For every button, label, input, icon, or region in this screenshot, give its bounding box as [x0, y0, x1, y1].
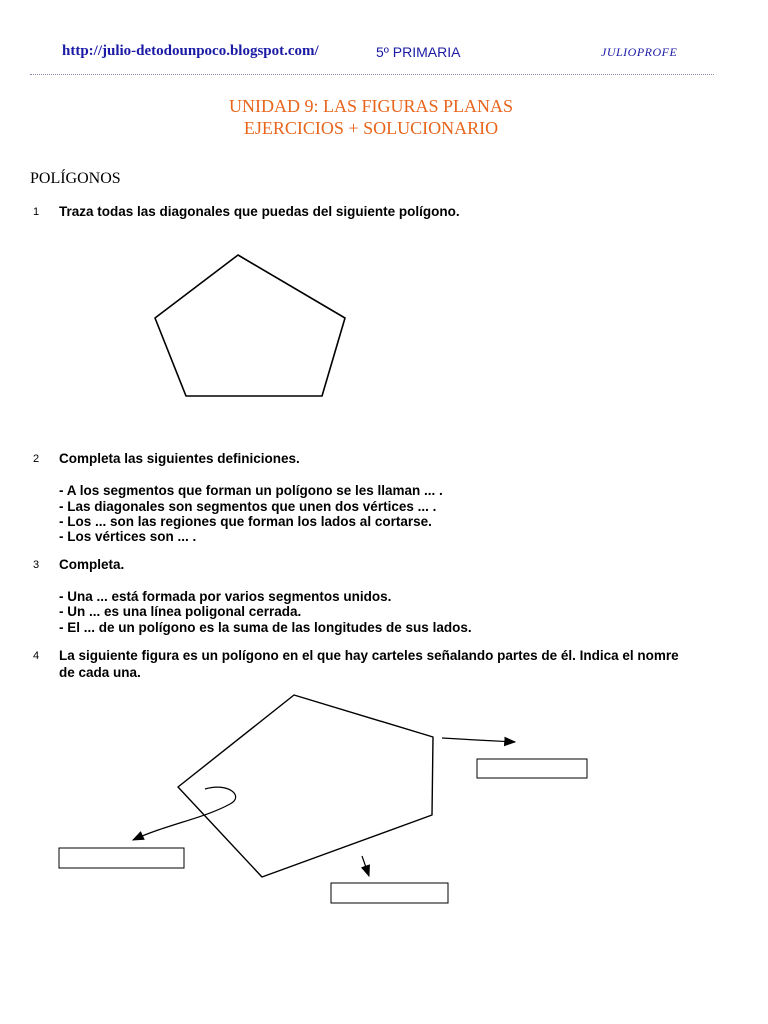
pentagon-figure: [155, 255, 345, 396]
header-url[interactable]: http://julio-detodounpoco.blogspot.com/: [62, 43, 319, 59]
arrow-bottom: [362, 856, 369, 876]
header-author: JULIOPROFE: [601, 45, 678, 59]
exercise-3-line-2: - Un ... es una línea poligonal cerrada.: [59, 604, 302, 619]
exercise-2-line-4: - Los vértices son ... .: [59, 529, 197, 544]
exercise-3-number: 3: [33, 559, 40, 571]
answer-box-left[interactable]: [59, 848, 184, 868]
exercise-1-prompt: Traza todas las diagonales que puedas del siguiente polígono.: [59, 204, 460, 219]
section-heading: POLÍGONOS: [30, 170, 121, 187]
exercise-2-line-3: - Los ... son las regiones que forman los lados al cortarse.: [59, 514, 432, 529]
exercise-2-number: 2: [33, 453, 40, 465]
answer-box-bottom[interactable]: [331, 883, 448, 903]
exercise-4-prompt-line2: de cada una.: [59, 665, 141, 680]
exercise-3-line-3: - El ... de un polígono es la suma de las longitudes de sus lados.: [59, 620, 472, 635]
exercise-1-number: 1: [33, 206, 40, 218]
exercise-4-number: 4: [33, 650, 40, 662]
page-title-line2: EJERCICIOS + SOLUCIONARIO: [243, 118, 499, 138]
header-grade: 5º PRIMARIA: [376, 44, 461, 60]
page-title-line1: UNIDAD 9: LAS FIGURAS PLANAS: [228, 96, 514, 116]
exercise-2-line-1: - A los segmentos que forman un polígono se les llaman ... .: [59, 483, 443, 498]
exercise-4-prompt-line1: La siguiente figura es un polígono en el que hay carteles señalando partes de él. Indica el nomre: [59, 648, 679, 663]
exercise-3-line-1: - Una ... está formada por varios segmentos unidos.: [59, 589, 392, 604]
exercise-3-prompt: Completa.: [59, 557, 125, 572]
labeled-polygon-figure: [178, 695, 433, 877]
exercise-2-prompt: Completa las siguientes definiciones.: [59, 451, 300, 466]
answer-box-right[interactable]: [477, 759, 587, 778]
exercise-2-line-2: - Las diagonales son segmentos que unen dos vértices ... .: [59, 499, 437, 514]
arrow-right: [442, 738, 515, 742]
